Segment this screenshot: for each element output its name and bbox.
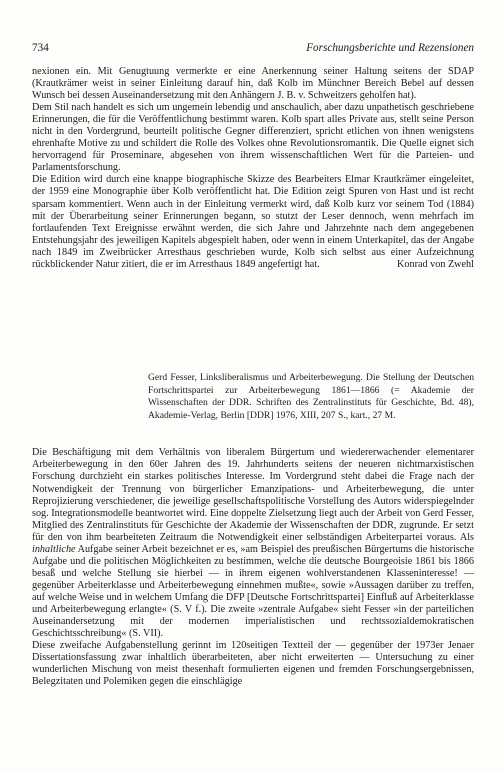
paragraph-text: Aufgabe seiner Arbeit bezeichnet er es, »am Beispiel des preußischen Bürgertums die historische Aufgabe und die politischen Möglichkeiten zu bestimmen, welche die deutsche Bourgeoisie 1861 bis 1866 besaß und welche Stellung sie hierbei — in ihrem eigenen wohlverstandenen Klasseninteresse! — gegenüber Arbeiterklasse und Arbeiterbewegung einnehmen mußte«, sowie »Aussagen darüber zu treffen, auf welche Weise und in welchem Umfang die DFP [Deutsche Fortschrittspartei] Einfluß auf Arbeiterklasse und Arbeiterbewegung erlangte« (S. V f.). Die zweite »zentrale Aufgabe« sieht Fesser »in der parteilichen Auseinandersetzung mit der modernen imperialistischen und rechtssozialdemokratischen Geschichtsschreibung« (S. VII). <box>32 543 474 640</box>
paragraph: Diese zweifache Aufgabenstellung gerinnt im 120seitigen Textteil der — gegenüber der 1973er Jenaer Dissertationsfassung zwar inhaltlich überarbeiteten, aber nicht erweiterten — Untersuchung zu einer wunderlichen Mischung von meist thesenhaft formulierten eigenen und fremden Forschungsergebnissen, Belegzitaten und Polemiken gegen die einschlägige <box>32 640 474 688</box>
paragraph-text: Die Edition wird durch eine knappe biographische Skizze des Bearbeiters Elmar Krautkrämer eingeleitet, der 1959 eine Monographie über Kolb veröffentlicht hat. Die Edition zeigt Spuren von Hast und ist recht sparsam kommentiert. Wenn auch in der Einleitung vermerkt wird, daß Kolb kurz vor seinem Tod (1884) mit der Überarbeitung seiner Erinnerungen begann, so stutzt der Leser dennoch, wenn mehrfach im fortlaufenden Text Ereignisse erwähnt werden, die sich Jahre und Jahrzehnte nach dem angegebenen Entstehungsjahr des jeweiligen Kapitels abgespielt haben, oder wenn in einem Unterkapitel, das der Angabe nach 1849 im Zweibrücker Arresthaus geschrieben wurde, Kolb sich selbst aus einer Aufzeichnung rückblickender Natur zitiert, die er im Arresthaus 1849 angefertigt hat. <box>32 174 474 270</box>
review-body <box>32 447 474 688</box>
paragraph: nexionen ein. Mit Genugtuung vermerkte er eine Anerkennung seiner Haltung seitens der SDAP (Krautkrämer weist in seiner Einleitung darauf hin, daß Kolb im Münchner Bereich Bebel auf dessen Wunsch bei dessen Auseinandersetzung mit den Anhängern J. B. v. Schweitzers geholfen hat). <box>32 66 474 102</box>
paragraph-with-signature <box>32 174 474 270</box>
page-header <box>32 42 474 54</box>
reviewer-name: Konrad von Zwehl <box>397 258 474 270</box>
paragraph <box>32 447 474 640</box>
paragraph: Dem Stil nach handelt es sich um ungemein lebendig und anschaulich, aber dazu unpathetisch geschriebene Erinnerungen, die für die Veröffentlichung bestimmt waren. Kolb spart alles Private aus, stellt seine Person nicht in den Vordergrund, beurteilt politische Gegner differenziert, spricht etlichen von ihnen wenigstens ehrenhafte Motive zu und schildert die Rolle des Volkes ohne Revolutionsromantik. Die Quelle eignet sich hervorragend für Proseminare, abgesehen von ihrem wissenschaftlichen Wert für die Parteien- und Parlamentsforschung. <box>32 102 474 174</box>
running-title: Forschungsberichte und Rezensionen <box>306 42 474 54</box>
paragraph-text: Die Beschäftigung mit dem Verhältnis von liberalem Bürgertum und wiedererwachender elementarer Arbeiterbewegung in den 60er Jahren des 19. Jahrhunderts seitens der neueren nichtmarxistischen Forschung durchzieht ein starkes politisches Interesse. Im Vordergrund steht dabei die Frage nach der Notwendigkeit der Trennung von bürgerlicher Emanzipations- und Arbeiterbewegung, die unter Reprojizierung verschiedener, die jeweilige gesellschaftspolitische Vorstellung des Autors widerspiegelnder sog. Integrationsmodelle beantwortet wird. Eine doppelte Zielsetzung liegt auch der Arbeit von Gerd Fesser, Mitglied des Zentralinstituts für Geschichte der Akademie der Wissenschaften der DDR, zugrunde. Er setzt für den von ihm bearbeiteten Zeitraum die Notwendigkeit einer selbständigen Arbeiterpartei voraus. Als <box>32 447 474 543</box>
review-section <box>32 372 474 688</box>
page-number: 734 <box>32 42 49 54</box>
book-citation: Gerd Fesser, Linksliberalismus und Arbeiterbewegung. Die Stellung der Deutschen Fortschrittspartei zur Arbeiterbewegung 1861—1866 (= Akademie der Wissenschaften der DDR. Schriften des Zentralinstituts für Geschichte, Bd. 48), Akademie-Verlag, Berlin [DDR] 1976, XIII, 207 S., kart., 27 M. <box>148 372 474 421</box>
italic-emphasis: inhaltliche <box>32 543 76 555</box>
review-continuation <box>32 66 474 271</box>
